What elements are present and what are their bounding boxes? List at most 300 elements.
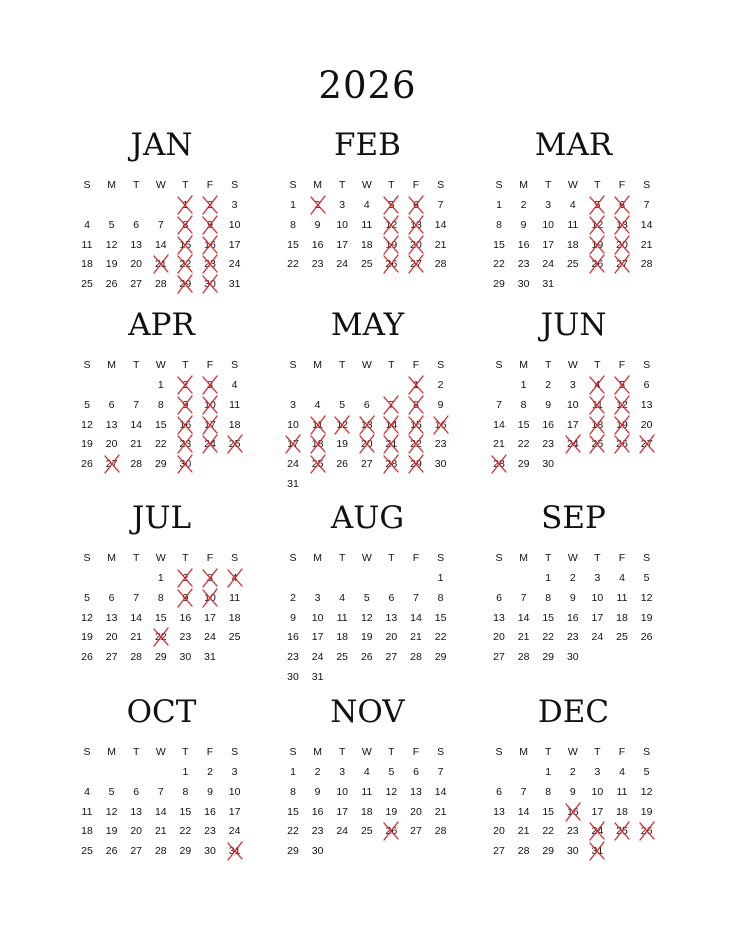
day-cell: 15 xyxy=(410,418,422,431)
day-cell: 4 xyxy=(339,591,346,604)
weekday-label: S xyxy=(289,746,297,758)
day-cell: 30 xyxy=(311,845,324,858)
day-cell: 27 xyxy=(493,651,505,664)
day-cell: 30 xyxy=(566,845,579,858)
weekday-label: S xyxy=(495,552,503,564)
weekday-label: T xyxy=(544,179,552,191)
weekday-label: W xyxy=(361,746,372,758)
day-cell: 7 xyxy=(388,398,395,411)
day-cell: 10 xyxy=(591,785,604,798)
day-cell: 7 xyxy=(520,785,527,798)
day-cell: 20 xyxy=(410,238,422,251)
weekday-label: F xyxy=(412,359,420,371)
weekday-label: S xyxy=(231,179,239,191)
day-cell: 27 xyxy=(360,458,373,471)
day-cell: 5 xyxy=(339,398,346,411)
weekday-label: W xyxy=(155,552,166,564)
day-cell: 23 xyxy=(311,258,324,271)
day-cell: 24 xyxy=(204,438,216,451)
day-cell: 28 xyxy=(130,651,143,664)
day-cell: 27 xyxy=(130,278,143,291)
day-cell: 2 xyxy=(437,379,444,391)
day-cell: 11 xyxy=(81,805,93,818)
day-cell: 9 xyxy=(545,398,552,411)
month-name: JUN xyxy=(540,307,607,343)
day-cell: 21 xyxy=(154,258,167,271)
weekday-label: T xyxy=(594,179,601,191)
day-cell: 4 xyxy=(84,785,90,798)
day-cell: 8 xyxy=(182,785,189,798)
day-cell: 29 xyxy=(179,845,192,858)
day-cell: 9 xyxy=(290,611,296,624)
day-cell: 25 xyxy=(81,278,93,291)
day-cell: 11 xyxy=(591,398,603,411)
day-cell: 12 xyxy=(81,611,93,624)
weekday-label: W xyxy=(567,179,578,191)
day-cell: 23 xyxy=(517,258,530,271)
day-cell: 3 xyxy=(594,766,601,778)
day-cell: 11 xyxy=(336,611,348,624)
weekday-label: S xyxy=(643,552,651,564)
day-cell: 23 xyxy=(566,631,579,644)
day-cell: 23 xyxy=(287,651,299,664)
day-cell: 23 xyxy=(566,825,579,838)
weekday-label: S xyxy=(289,179,297,191)
day-cell: 2 xyxy=(569,572,576,584)
day-cell: 10 xyxy=(228,785,241,798)
day-cell: 30 xyxy=(204,845,216,858)
day-cell: 25 xyxy=(566,258,579,271)
day-cell: 18 xyxy=(311,438,324,451)
day-cell: 16 xyxy=(566,611,579,624)
day-cell: 17 xyxy=(591,611,604,624)
day-cell: 17 xyxy=(542,238,555,251)
day-cell: 21 xyxy=(493,438,505,451)
weekday-label: T xyxy=(338,359,346,371)
day-cell: 11 xyxy=(81,238,93,251)
day-cell: 11 xyxy=(616,785,628,798)
day-cell: 8 xyxy=(437,591,444,604)
day-cell: 20 xyxy=(616,238,628,251)
day-cell: 19 xyxy=(105,258,118,271)
day-cell: 3 xyxy=(290,398,296,411)
day-cell: 17 xyxy=(228,238,241,251)
day-cell: 21 xyxy=(385,438,398,451)
day-cell: 31 xyxy=(228,845,241,858)
day-cell: 14 xyxy=(517,805,530,818)
day-cell: 31 xyxy=(204,651,216,664)
day-cell: 5 xyxy=(84,591,90,604)
day-cell: 19 xyxy=(336,438,349,451)
day-cell: 9 xyxy=(314,218,321,231)
day-cell: 5 xyxy=(108,218,115,231)
day-cell: 11 xyxy=(361,785,373,798)
weekday-label: T xyxy=(594,746,601,758)
day-cell: 10 xyxy=(204,591,216,604)
day-cell: 26 xyxy=(591,258,604,271)
day-cell: 6 xyxy=(413,199,419,211)
weekday-label: T xyxy=(594,552,601,564)
month-name: FEB xyxy=(334,127,401,163)
day-cell: 19 xyxy=(591,238,604,251)
day-cell: 27 xyxy=(410,825,422,838)
weekday-label: T xyxy=(388,179,395,191)
day-cell: 19 xyxy=(81,631,93,644)
weekday-label: F xyxy=(206,179,214,191)
day-cell: 7 xyxy=(437,766,444,778)
day-cell: 23 xyxy=(179,631,192,644)
day-cell: 28 xyxy=(130,458,143,471)
day-cell: 30 xyxy=(542,458,555,471)
day-cell: 28 xyxy=(640,258,653,271)
day-cell: 23 xyxy=(542,438,555,451)
day-cell: 9 xyxy=(207,218,213,231)
weekday-label: T xyxy=(338,746,346,758)
day-cell: 6 xyxy=(108,591,115,604)
day-cell: 28 xyxy=(517,651,530,664)
day-cell: 22 xyxy=(154,438,167,451)
day-cell: 24 xyxy=(311,651,324,664)
day-cell: 24 xyxy=(566,438,579,451)
day-cell: 22 xyxy=(287,825,299,838)
day-cell: 21 xyxy=(154,825,167,838)
day-cell: 7 xyxy=(157,785,164,798)
day-cell: 17 xyxy=(566,418,579,431)
day-cell: 4 xyxy=(594,379,601,391)
day-cell: 21 xyxy=(410,631,422,644)
weekday-label: F xyxy=(618,359,626,371)
weekday-label: T xyxy=(182,746,189,758)
day-cell: 2 xyxy=(545,379,552,391)
day-cell: 12 xyxy=(385,785,398,798)
day-cell: 10 xyxy=(311,611,324,624)
weekday-label: W xyxy=(361,359,372,371)
day-cell: 14 xyxy=(517,611,530,624)
day-cell: 5 xyxy=(84,398,90,411)
weekday-label: W xyxy=(155,746,166,758)
day-cell: 5 xyxy=(388,766,395,778)
day-cell: 16 xyxy=(311,238,324,251)
day-cell: 25 xyxy=(81,845,93,858)
day-cell: 15 xyxy=(542,805,555,818)
day-cell: 19 xyxy=(616,418,628,431)
day-cell: 26 xyxy=(616,438,628,451)
day-cell: 15 xyxy=(179,238,192,251)
day-cell: 12 xyxy=(616,398,628,411)
day-cell: 5 xyxy=(108,785,115,798)
day-cell: 16 xyxy=(542,418,555,431)
day-cell: 17 xyxy=(228,805,241,818)
day-cell: 18 xyxy=(616,611,628,624)
day-cell: 24 xyxy=(204,631,216,644)
day-cell: 16 xyxy=(179,418,192,431)
day-cell: 11 xyxy=(229,591,241,604)
weekday-label: T xyxy=(132,746,140,758)
day-cell: 30 xyxy=(179,651,192,664)
day-cell: 20 xyxy=(130,825,143,838)
day-cell: 14 xyxy=(493,418,505,431)
weekday-label: M xyxy=(107,552,116,564)
month-name: APR xyxy=(128,307,195,343)
weekday-label: S xyxy=(643,746,651,758)
day-cell: 19 xyxy=(385,805,398,818)
day-cell: 10 xyxy=(336,785,349,798)
day-cell: 28 xyxy=(434,825,447,838)
day-cell: 26 xyxy=(105,845,118,858)
day-cell: 26 xyxy=(640,825,653,838)
day-cell: 21 xyxy=(517,825,530,838)
weekday-label: S xyxy=(437,552,445,564)
day-cell: 1 xyxy=(290,199,296,211)
day-cell: 5 xyxy=(388,199,395,211)
day-cell: 18 xyxy=(566,238,579,251)
day-cell: 25 xyxy=(616,631,628,644)
weekday-label: T xyxy=(388,552,395,564)
day-cell: 9 xyxy=(520,218,527,231)
day-cell: 5 xyxy=(643,766,650,778)
day-cell: 25 xyxy=(360,825,373,838)
day-cell: 30 xyxy=(287,671,299,683)
weekday-label: S xyxy=(643,179,651,191)
day-cell: 12 xyxy=(385,218,398,231)
day-cell: 10 xyxy=(542,218,555,231)
day-cell: 1 xyxy=(496,199,502,211)
weekday-label: S xyxy=(289,552,297,564)
day-cell: 2 xyxy=(290,591,296,604)
weekday-label: S xyxy=(83,359,91,371)
day-cell: 5 xyxy=(594,199,601,211)
weekday-label: M xyxy=(519,359,528,371)
weekday-label: M xyxy=(313,359,322,371)
weekday-label: M xyxy=(313,746,322,758)
day-cell: 30 xyxy=(179,458,192,471)
day-cell: 17 xyxy=(336,238,349,251)
weekday-label: M xyxy=(313,552,322,564)
day-cell: 24 xyxy=(228,825,241,838)
day-cell: 2 xyxy=(314,199,321,211)
day-cell: 9 xyxy=(569,591,576,604)
day-cell: 18 xyxy=(360,238,373,251)
day-cell: 12 xyxy=(105,805,118,818)
weekday-label: F xyxy=(412,746,420,758)
weekday-label: T xyxy=(132,179,140,191)
day-cell: 24 xyxy=(336,258,349,271)
day-cell: 23 xyxy=(204,825,216,838)
day-cell: 2 xyxy=(182,379,189,391)
day-cell: 27 xyxy=(385,651,398,664)
day-cell: 15 xyxy=(517,418,530,431)
weekday-label: W xyxy=(567,552,578,564)
day-cell: 6 xyxy=(619,199,625,211)
day-cell: 28 xyxy=(517,845,530,858)
day-cell: 27 xyxy=(640,438,653,451)
day-cell: 7 xyxy=(437,199,444,211)
day-cell: 6 xyxy=(388,591,395,604)
day-cell: 2 xyxy=(182,572,189,584)
day-cell: 19 xyxy=(360,631,373,644)
day-cell: 31 xyxy=(287,478,299,490)
day-cell: 4 xyxy=(231,379,238,391)
day-cell: 12 xyxy=(640,591,653,604)
day-cell: 7 xyxy=(520,591,527,604)
day-cell: 15 xyxy=(542,611,555,624)
day-cell: 14 xyxy=(385,418,398,431)
day-cell: 22 xyxy=(434,631,447,644)
day-cell: 31 xyxy=(591,845,604,858)
day-cell: 29 xyxy=(154,651,167,664)
day-cell: 4 xyxy=(231,572,238,584)
day-cell: 3 xyxy=(545,199,552,211)
day-cell: 11 xyxy=(229,398,241,411)
day-cell: 13 xyxy=(360,418,373,431)
day-cell: 24 xyxy=(591,631,604,644)
day-cell: 18 xyxy=(228,418,241,431)
weekday-label: M xyxy=(519,746,528,758)
day-cell: 14 xyxy=(434,785,447,798)
day-cell: 13 xyxy=(105,611,118,624)
weekday-label: S xyxy=(83,552,91,564)
day-cell: 27 xyxy=(105,651,118,664)
day-cell: 4 xyxy=(619,766,625,778)
day-cell: 26 xyxy=(105,278,118,291)
day-cell: 1 xyxy=(437,572,444,584)
weekday-label: W xyxy=(361,552,372,564)
month-name: MAY xyxy=(330,307,405,343)
day-cell: 30 xyxy=(517,278,530,291)
day-cell: 9 xyxy=(437,398,444,411)
day-cell: 11 xyxy=(361,218,373,231)
weekday-label: T xyxy=(338,179,346,191)
day-cell: 30 xyxy=(566,651,579,664)
day-cell: 22 xyxy=(179,825,192,838)
weekday-label: S xyxy=(495,359,503,371)
month-name: MAR xyxy=(534,127,613,163)
day-cell: 1 xyxy=(545,572,552,584)
day-cell: 26 xyxy=(385,258,398,271)
day-cell: 16 xyxy=(179,611,192,624)
day-cell: 14 xyxy=(154,238,167,251)
day-cell: 15 xyxy=(434,611,447,624)
day-cell: 4 xyxy=(569,199,576,211)
day-cell: 27 xyxy=(493,845,505,858)
day-cell: 14 xyxy=(410,611,422,624)
day-cell: 25 xyxy=(360,258,373,271)
month-name: DEC xyxy=(537,694,610,730)
day-cell: 13 xyxy=(130,238,143,251)
month-name: AUG xyxy=(330,500,405,536)
day-cell: 19 xyxy=(105,825,118,838)
day-cell: 8 xyxy=(413,398,419,411)
weekday-label: M xyxy=(519,179,528,191)
day-cell: 8 xyxy=(182,218,189,231)
day-cell: 9 xyxy=(207,785,213,798)
weekday-label: T xyxy=(338,552,346,564)
weekday-label: S xyxy=(231,359,239,371)
day-cell: 10 xyxy=(591,591,604,604)
day-cell: 6 xyxy=(496,591,502,604)
day-cell: 3 xyxy=(231,766,238,778)
day-cell: 27 xyxy=(616,258,628,271)
weekday-label: F xyxy=(412,552,420,564)
day-cell: 18 xyxy=(81,825,93,838)
day-cell: 21 xyxy=(640,238,653,251)
day-cell: 18 xyxy=(591,418,604,431)
day-cell: 27 xyxy=(105,458,118,471)
day-cell: 22 xyxy=(287,258,299,271)
day-cell: 26 xyxy=(640,631,653,644)
day-cell: 12 xyxy=(591,218,604,231)
day-cell: 29 xyxy=(287,845,299,858)
day-cell: 30 xyxy=(434,458,447,471)
day-cell: 21 xyxy=(434,805,447,818)
day-cell: 8 xyxy=(545,785,552,798)
day-cell: 6 xyxy=(496,785,502,798)
day-cell: 16 xyxy=(287,631,299,644)
day-cell: 17 xyxy=(204,418,216,431)
day-cell: 14 xyxy=(130,418,143,431)
day-cell: 29 xyxy=(493,278,505,291)
weekday-label: S xyxy=(495,746,503,758)
day-cell: 21 xyxy=(130,631,143,644)
weekday-label: F xyxy=(206,359,214,371)
day-cell: 20 xyxy=(640,418,653,431)
day-cell: 13 xyxy=(410,218,422,231)
day-cell: 21 xyxy=(434,238,447,251)
weekday-label: W xyxy=(567,359,578,371)
day-cell: 24 xyxy=(542,258,555,271)
day-cell: 29 xyxy=(542,845,555,858)
day-cell: 10 xyxy=(566,398,579,411)
day-cell: 25 xyxy=(228,438,241,451)
day-cell: 13 xyxy=(493,611,505,624)
day-cell: 13 xyxy=(640,398,653,411)
day-cell: 3 xyxy=(339,199,346,211)
day-cell: 19 xyxy=(640,611,653,624)
day-cell: 7 xyxy=(413,591,419,604)
day-cell: 8 xyxy=(545,591,552,604)
day-cell: 20 xyxy=(493,825,505,838)
day-cell: 29 xyxy=(542,651,555,664)
day-cell: 18 xyxy=(81,258,93,271)
day-cell: 16 xyxy=(566,805,579,818)
day-cell: 17 xyxy=(204,611,216,624)
weekday-label: T xyxy=(132,552,140,564)
weekday-label: W xyxy=(567,746,578,758)
day-cell: 20 xyxy=(493,631,505,644)
weekday-label: W xyxy=(155,179,166,191)
day-cell: 14 xyxy=(640,218,653,231)
day-cell: 22 xyxy=(154,631,167,644)
weekday-label: S xyxy=(231,746,239,758)
day-cell: 7 xyxy=(157,218,164,231)
weekday-label: S xyxy=(83,746,91,758)
day-cell: 6 xyxy=(108,398,115,411)
day-cell: 22 xyxy=(542,825,555,838)
weekday-label: T xyxy=(182,552,189,564)
day-cell: 13 xyxy=(385,611,398,624)
day-cell: 1 xyxy=(520,379,527,391)
day-cell: 20 xyxy=(105,438,118,451)
weekday-label: W xyxy=(361,179,372,191)
weekday-label: M xyxy=(107,179,116,191)
day-cell: 29 xyxy=(410,458,422,471)
day-cell: 15 xyxy=(493,238,505,251)
day-cell: 4 xyxy=(314,398,321,411)
day-cell: 3 xyxy=(314,591,321,604)
day-cell: 19 xyxy=(81,438,93,451)
day-cell: 3 xyxy=(207,379,213,391)
day-cell: 12 xyxy=(105,238,118,251)
